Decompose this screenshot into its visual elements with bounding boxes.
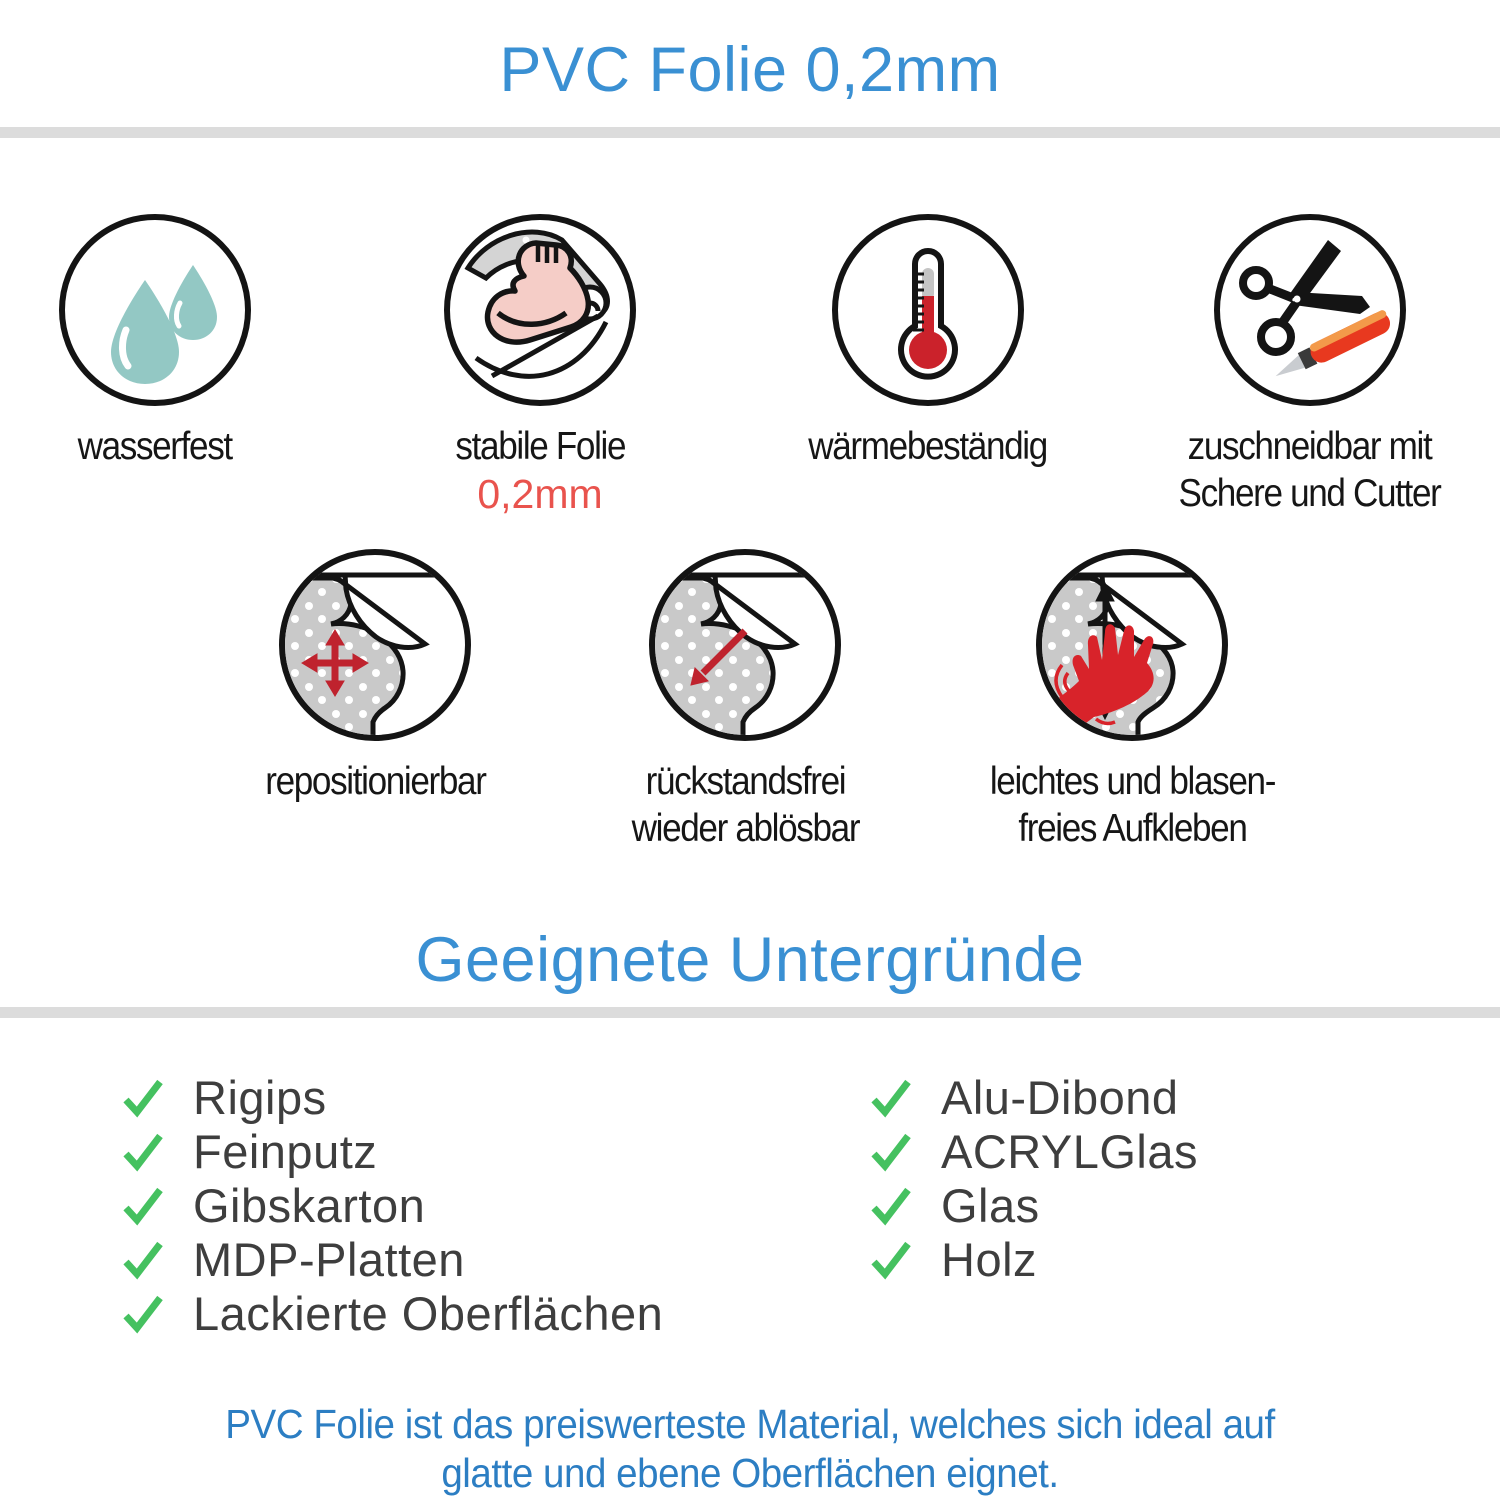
list-item xyxy=(868,1124,1198,1178)
check-icon xyxy=(120,1290,166,1336)
divider-top xyxy=(0,127,1500,138)
footer-note xyxy=(45,1400,1455,1498)
substrate-label: Lackierte Oberflächen xyxy=(193,1286,664,1340)
page-title: PVC Folie 0,2mm xyxy=(499,35,1001,105)
feature-label: freies Aufkleben xyxy=(1017,807,1247,850)
feature-stabile-folie xyxy=(350,210,730,516)
feature-wasserfest xyxy=(0,210,345,470)
section-title-untergruende: Geeignete Untergründe xyxy=(415,925,1085,995)
feature-sublabel-thickness: 0,2mm xyxy=(477,471,603,517)
residue-free-foil-icon xyxy=(645,545,845,745)
feature-label: repositionierbar xyxy=(264,760,486,803)
check-icon xyxy=(868,1182,914,1228)
water-drops-icon xyxy=(55,210,255,410)
substrates-left-column xyxy=(120,1070,663,1340)
check-icon xyxy=(120,1236,166,1282)
list-item xyxy=(120,1178,663,1232)
footer-line: glatte und ebene Oberflächen eignet. xyxy=(441,1450,1059,1496)
substrate-label: Glas xyxy=(941,1178,1040,1232)
substrate-label: Alu-Dibond xyxy=(941,1070,1179,1124)
list-item xyxy=(868,1232,1198,1286)
substrate-label: Gibskarton xyxy=(193,1178,426,1232)
reposition-foil-icon xyxy=(275,545,475,745)
feature-label: wärmebeständig xyxy=(808,425,1048,468)
bubble-free-hand-icon xyxy=(1032,545,1232,745)
substrates-right-column xyxy=(868,1070,1198,1286)
substrate-label: ACRYLGlas xyxy=(941,1124,1199,1178)
check-icon xyxy=(868,1128,914,1174)
list-item xyxy=(120,1286,663,1340)
divider-middle xyxy=(0,1007,1500,1018)
check-icon xyxy=(120,1074,166,1120)
check-icon xyxy=(868,1236,914,1282)
feature-waermebestaendig xyxy=(738,210,1118,470)
check-icon xyxy=(120,1182,166,1228)
strong-arm-foil-icon xyxy=(440,210,640,410)
footer-line: PVC Folie ist das preiswerteste Material, welches sich ideal auf xyxy=(225,1401,1275,1447)
feature-zuschneidbar xyxy=(1120,210,1500,517)
feature-label: Schere und Cutter xyxy=(1179,472,1441,515)
substrate-label: Holz xyxy=(941,1232,1038,1286)
feature-blasenfreies-aufkleben xyxy=(942,545,1322,852)
substrate-label: MDP-Platten xyxy=(193,1232,465,1286)
list-item xyxy=(120,1124,663,1178)
substrate-label: Rigips xyxy=(193,1070,327,1124)
feature-rueckstandsfrei xyxy=(555,545,935,852)
list-item xyxy=(120,1232,663,1286)
feature-label: leichtes und blasen- xyxy=(989,760,1275,803)
feature-label: wieder ablösbar xyxy=(631,807,859,850)
feature-label: zuschneidbar mit xyxy=(1188,425,1432,468)
check-icon xyxy=(120,1128,166,1174)
thermometer-icon xyxy=(828,210,1028,410)
check-icon xyxy=(868,1074,914,1120)
feature-repositionierbar xyxy=(185,545,565,805)
scissors-cutter-icon xyxy=(1210,210,1410,410)
feature-label: rückstandsfrei xyxy=(645,760,845,803)
substrate-label: Feinputz xyxy=(193,1124,378,1178)
list-item xyxy=(120,1070,663,1124)
feature-label: stabile Folie xyxy=(455,425,625,468)
list-item xyxy=(868,1070,1198,1124)
list-item xyxy=(868,1178,1198,1232)
feature-label: wasserfest xyxy=(77,425,233,468)
